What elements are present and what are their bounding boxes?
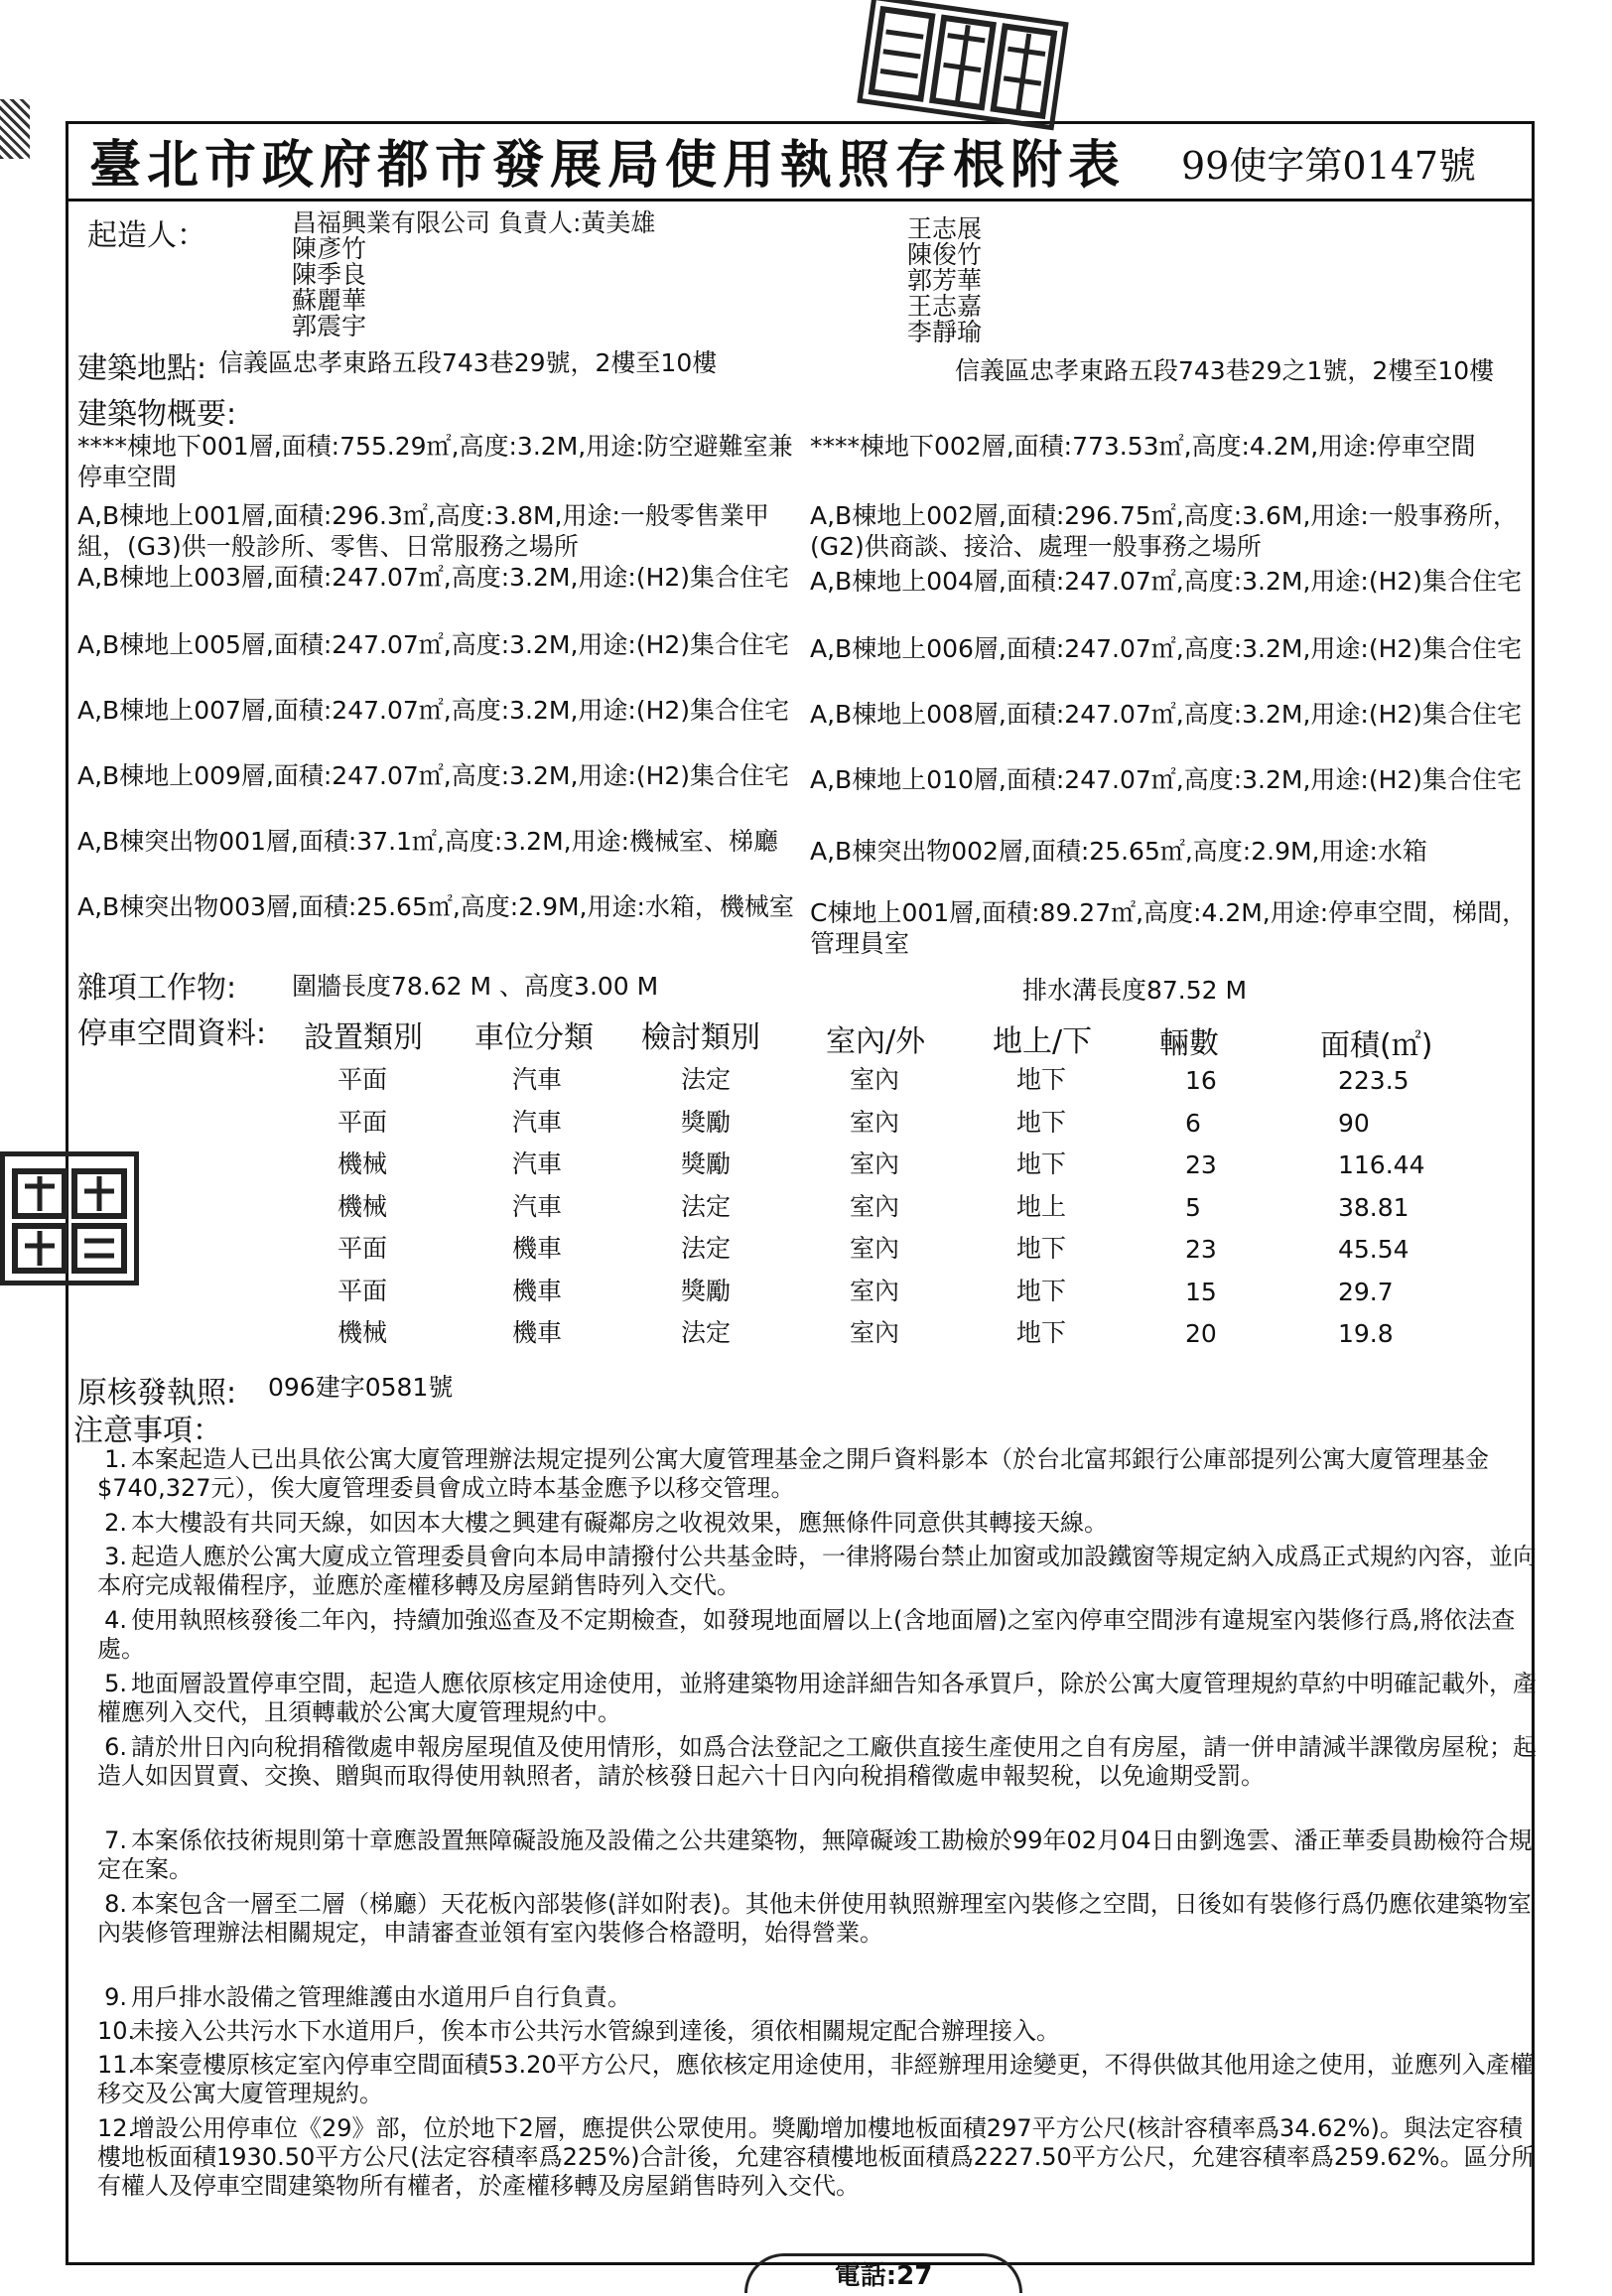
parking-count: 23 (1185, 1235, 1217, 1264)
parking-count: 15 (1185, 1277, 1217, 1306)
note-number: 10. (97, 2017, 136, 2045)
note-text: 用戶排水設備之管理維護由水道用戶自行負責。 (131, 1983, 631, 2011)
overview-item: A,B棟地上005層,面積:247.07㎡,高度:3.2M,用途:(H2)集合住宅 (77, 630, 790, 659)
overview-item: A,B棟突出物002層,面積:25.65㎡,高度:2.9M,用途:水箱 (810, 837, 1427, 866)
note-number: 8. (104, 1890, 127, 1918)
note-item (97, 2114, 1537, 2201)
parking-indoor-outdoor: 室內 (850, 1107, 900, 1137)
parking-area: 38.81 (1338, 1192, 1410, 1222)
parking-setup-type: 機械 (337, 1149, 388, 1178)
parking-review-type: 法定 (681, 1318, 732, 1347)
parking-header: 室內/外 (826, 1024, 926, 1059)
applicant-name: 昌福興業有限公司 負責人:黃美雄 (292, 208, 656, 237)
overview-item: A,B棟地上009層,面積:247.07㎡,高度:3.2M,用途:(H2)集合住宅 (77, 761, 790, 790)
parking-count: 23 (1185, 1150, 1217, 1179)
applicant-label: 起造人： (87, 218, 206, 253)
misc-drain: 排水溝長度87.52 M (1022, 976, 1248, 1005)
left-edge-mark (0, 99, 30, 159)
overview-item: A,B棟地上010層,面積:247.07㎡,高度:3.2M,用途:(H2)集合住宅 (810, 765, 1523, 794)
overview-item: A,B棟突出物001層,面積:37.1㎡,高度:3.2M,用途:機械室、梯廳 (77, 827, 779, 856)
parking-area: 29.7 (1338, 1277, 1394, 1306)
note-text: 本案起造人已出具依公寓大廈管理辦法規定提列公寓大廈管理基金之開戶資料影本（於台北富邦銀行公庫部提列公寓大廈管理基金$740,327元），俟大廈管理委員會成立時本基金應予以移交管理。 (97, 1445, 1489, 1502)
parking-header: 輛數 (1159, 1026, 1219, 1061)
note-text: 地面層設置停車空間，起造人應依原核定用途使用，並將建築物用途詳細告知各承買戶，除於公寓大廈管理規約草約中明確記載外，產權應列入交代，且須轉載於公寓大廈管理規約中。 (97, 1670, 1537, 1726)
applicant-name: 陳俊竹 (907, 240, 983, 269)
parking-vehicle-type: 汽車 (512, 1065, 563, 1094)
note-number: 7. (104, 1826, 127, 1854)
parking-setup-type: 平面 (337, 1107, 388, 1137)
parking-vehicle-type: 機車 (512, 1318, 563, 1347)
original-permit-label: 原核發執照: (77, 1376, 237, 1411)
parking-above-below: 地下 (1016, 1276, 1067, 1305)
parking-header: 車位分類 (474, 1020, 594, 1055)
note-text: 本案包含一層至二層（梯廳）天花板內部裝修(詳如附表)。其他未併使用執照辦理室內裝修之空間，日後如有裝修行爲仍應依建築物室內裝修管理辦法相關規定，申請審查並領有室內裝修合格證明，始得營業。 (97, 1890, 1532, 1947)
note-item (97, 1543, 1537, 1600)
parking-count: 5 (1185, 1192, 1201, 1222)
note-item (97, 2051, 1537, 2108)
note-text: 本案係依技術規則第十章應設置無障礙設施及設備之公共建築物，無障礙竣工勘檢於99年02月04日由劉逸雲、潘正華委員勘檢符合規定在案。 (97, 1826, 1533, 1883)
parking-indoor-outdoor: 室內 (850, 1149, 900, 1178)
note-item (97, 1509, 1537, 1538)
parking-setup-type: 機械 (337, 1191, 388, 1221)
overview-item: A,B棟地上007層,面積:247.07㎡,高度:3.2M,用途:(H2)集合住宅 (77, 696, 790, 725)
parking-vehicle-type: 機車 (512, 1234, 563, 1263)
applicant-name: 李靜瑜 (907, 318, 983, 346)
note-text: 增設公用停車位《29》部，位於地下2層，應提供公眾使用。獎勵增加樓地板面積297平方公尺(核計容積率爲34.62%)。與法定容積樓地板面積1930.50平方公尺(法定容積率爲225%)合計後，允建容積樓地板面積爲2227.50平方公尺，允建容積率爲259.62%。區分所有權人及停車空間建築物所有權者，於產權移轉及房屋銷售時列入交代。 (97, 2114, 1536, 2200)
parking-indoor-outdoor: 室內 (850, 1191, 900, 1221)
overview-item: A,B棟地上003層,面積:247.07㎡,高度:3.2M,用途:(H2)集合住宅 (77, 563, 790, 592)
left-seal (0, 1151, 139, 1285)
note-item (97, 1670, 1537, 1727)
applicant-name: 郭芳華 (907, 266, 983, 295)
site-address-1: 信義區忠孝東路五段743巷29號，2樓至10樓 (218, 348, 718, 377)
parking-indoor-outdoor: 室內 (850, 1065, 900, 1094)
note-text: 請於卅日內向稅捐稽徵處申報房屋現值及使用情形，如爲合法登記之工廠供直接生產使用之自有房屋，請一併申請減半課徵房屋稅；起造人如因買賣、交換、贈與而取得使用執照者，請於核發日起六十日內向稅捐稽徵處申報契稅，以免逾期受罰。 (97, 1733, 1537, 1790)
parking-setup-type: 平面 (337, 1234, 388, 1263)
parking-vehicle-type: 汽車 (512, 1107, 563, 1137)
parking-header: 面積(㎡) (1320, 1028, 1433, 1063)
parking-area: 223.5 (1338, 1066, 1410, 1095)
parking-review-type: 法定 (681, 1191, 732, 1221)
note-item (97, 1606, 1537, 1664)
title-rule (66, 199, 1535, 202)
parking-indoor-outdoor: 室內 (850, 1234, 900, 1263)
original-permit-value: 096建字0581號 (268, 1373, 454, 1402)
parking-setup-type: 機械 (337, 1318, 388, 1347)
parking-above-below: 地下 (1016, 1107, 1067, 1137)
parking-area: 90 (1338, 1108, 1370, 1138)
note-number: 1. (104, 1445, 127, 1473)
parking-indoor-outdoor: 室內 (850, 1276, 900, 1305)
overview-item: A,B棟地上002層,面積:296.75㎡,高度:3.6M,用途:一般事務所，(G2)供商談、接洽、處理一般事務之場所 (810, 501, 1518, 561)
applicant-list-right (907, 216, 982, 345)
note-text: 起造人應於公寓大廈成立管理委員會向本局申請撥付公共基金時，一律將陽台禁止加窗或加設鐵窗等規定納入成爲正式規約內容，並向本府完成報備程序，並應於產權移轉及房屋銷售時列入交代。 (97, 1543, 1537, 1599)
note-item (97, 1983, 1537, 2012)
parking-count: 20 (1185, 1319, 1217, 1348)
parking-count: 6 (1185, 1108, 1201, 1138)
parking-review-type: 獎勵 (681, 1276, 732, 1305)
note-number: 4. (104, 1606, 127, 1634)
note-number: 3. (104, 1543, 127, 1570)
note-text: 本大樓設有共同天線，如因本大樓之興建有礙鄰房之收視效果，應無條件同意供其轉接天線。 (131, 1509, 1108, 1537)
parking-header: 設置類別 (304, 1020, 423, 1055)
parking-header: 地上/下 (993, 1024, 1093, 1059)
parking-indoor-outdoor: 室內 (850, 1318, 900, 1347)
parking-label: 停車空間資料: (77, 1016, 267, 1051)
applicant-list-left (292, 210, 655, 339)
note-item (97, 1445, 1537, 1503)
parking-above-below: 地下 (1016, 1149, 1067, 1178)
overview-item: A,B棟地上001層,面積:296.3㎡,高度:3.8M,用途:一般零售業甲組，(G3)供一般診所、零售、日常服務之場所 (77, 501, 769, 561)
applicant-name: 陳季良 (292, 260, 367, 289)
parking-vehicle-type: 機車 (512, 1276, 563, 1305)
parking-setup-type: 平面 (337, 1276, 388, 1305)
parking-vehicle-type: 汽車 (512, 1149, 563, 1178)
applicant-name: 陳彥竹 (292, 234, 367, 263)
note-item (97, 2017, 1537, 2046)
parking-review-type: 獎勵 (681, 1149, 732, 1178)
parking-count: 16 (1185, 1066, 1217, 1095)
notes-label: 注意事項： (73, 1414, 222, 1448)
overview-item: ****棟地下001層,面積:755.29㎡,高度:3.2M,用途:防空避難室兼停車空間 (77, 432, 793, 491)
parking-above-below: 地下 (1016, 1234, 1067, 1263)
overview-item: A,B棟地上008層,面積:247.07㎡,高度:3.2M,用途:(H2)集合住宅 (810, 700, 1523, 729)
overview-label: 建築物概要: (77, 397, 237, 432)
overview-item: C棟地上001層,面積:89.27㎡,高度:4.2M,用途:停車空間，梯間，管理員室 (810, 898, 1528, 958)
top-seal (857, 0, 1068, 130)
parking-above-below: 地上 (1016, 1191, 1067, 1221)
parking-review-type: 獎勵 (681, 1107, 732, 1137)
parking-review-type: 法定 (681, 1234, 732, 1263)
overview-item: A,B棟突出物003層,面積:25.65㎡,高度:2.9M,用途:水箱，機械室 (77, 892, 794, 921)
note-text: 使用執照核發後二年內，持續加強巡查及不定期檢查，如發現地面層以上(含地面層)之室內停車空間涉有違規室內裝修行爲,將依法查處。 (97, 1606, 1516, 1663)
note-item (97, 1890, 1537, 1948)
note-number: 5. (104, 1670, 127, 1697)
site-label: 建築地點: (77, 351, 207, 386)
parking-area: 45.54 (1338, 1235, 1410, 1264)
note-number: 6. (104, 1733, 127, 1761)
note-number: 12. (97, 2114, 136, 2142)
site-address-2: 信義區忠孝東路五段743巷29之1號，2樓至10樓 (955, 356, 1495, 385)
misc-wall: 圍牆長度78.62 M 、高度3.00 M (292, 972, 659, 1001)
phone-stamp-text: 電話:27 (834, 2261, 933, 2291)
overview-item: A,B棟地上006層,面積:247.07㎡,高度:3.2M,用途:(H2)集合住宅 (810, 634, 1523, 663)
note-number: 9. (104, 1983, 127, 2011)
note-text: 未接入公共污水下水道用戶，俟本市公共污水管線到達後，須依相關規定配合辦理接入。 (131, 2017, 1060, 2045)
parking-vehicle-type: 汽車 (512, 1191, 563, 1221)
applicant-name: 王志嘉 (907, 292, 983, 321)
parking-above-below: 地下 (1016, 1065, 1067, 1094)
note-number: 2. (104, 1509, 127, 1537)
permit-number: 99使字第0147號 (1181, 144, 1477, 188)
parking-above-below: 地下 (1016, 1318, 1067, 1347)
parking-area: 19.8 (1338, 1319, 1394, 1348)
note-text: 本案壹樓原核定室內停車空間面積53.20平方公尺，應依核定用途使用，非經辦理用途變更，不得供做其他用途之使用，並應列入產權移交及公寓大廈管理規約。 (97, 2051, 1534, 2107)
misc-label: 雜項工作物: (77, 971, 237, 1006)
page-title: 臺北市政府都市發展局使用執照存根附表 (89, 135, 1127, 196)
note-number: 11. (97, 2051, 136, 2079)
overview-item: ****棟地下002層,面積:773.53㎡,高度:4.2M,用途:停車空間 (810, 432, 1476, 461)
overview-item: A,B棟地上004層,面積:247.07㎡,高度:3.2M,用途:(H2)集合住宅 (810, 567, 1523, 596)
applicant-name: 郭震宇 (292, 312, 367, 340)
note-item (97, 1733, 1537, 1791)
note-item (97, 1826, 1537, 1884)
parking-area: 116.44 (1338, 1150, 1425, 1179)
parking-header: 檢討類別 (641, 1020, 760, 1055)
applicant-name: 王志展 (907, 214, 983, 243)
phone-stamp (744, 2253, 1022, 2293)
applicant-name: 蘇麗華 (292, 286, 367, 315)
parking-review-type: 法定 (681, 1065, 732, 1094)
parking-setup-type: 平面 (337, 1065, 388, 1094)
